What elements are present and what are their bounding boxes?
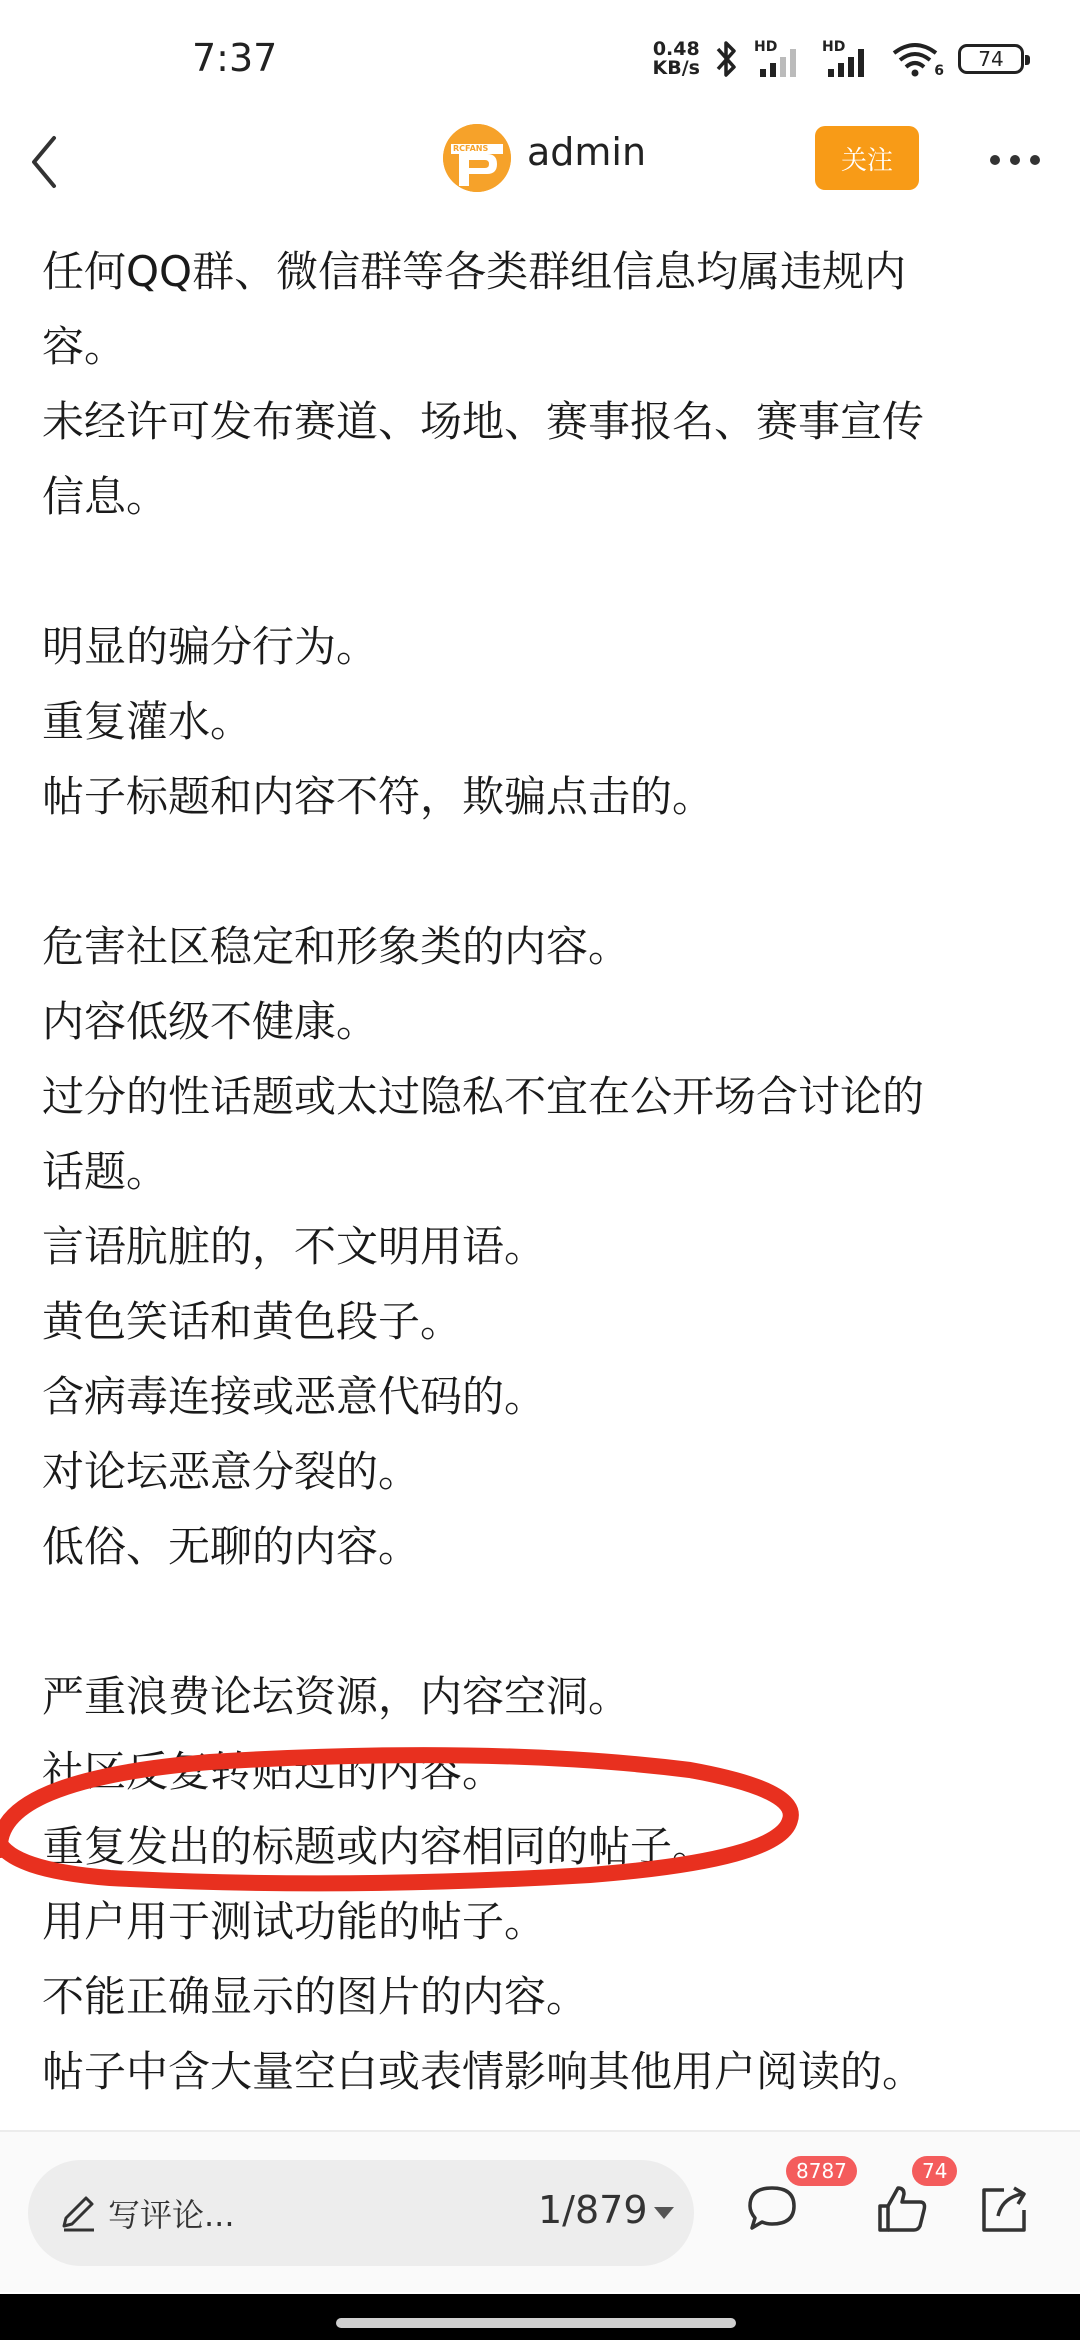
content-line: 黄色笑话和黄色段子。: [42, 1297, 463, 1346]
bluetooth-icon: [714, 39, 740, 79]
content-line: 对论坛恶意分裂的。: [42, 1447, 421, 1496]
pencil-icon: [58, 2192, 98, 2232]
post-content: [42, 234, 1052, 2109]
network-speed-unit: KB/s: [652, 57, 700, 79]
like-icon: [874, 2180, 930, 2236]
content-line: 含病毒连接或恶意代码的。: [42, 1372, 547, 1421]
back-arrow-icon[interactable]: [22, 122, 92, 202]
content-line: 未经许可发布赛道、场地、赛事报名、赛事宣传: [42, 397, 925, 446]
content-line: 重复发出的标题或内容相同的帖子。: [42, 1822, 715, 1871]
content-line: 危害社区稳定和形象类的内容。: [42, 922, 631, 971]
avatar-text: RCFANS: [453, 144, 489, 153]
signal-icon-2: [822, 39, 876, 79]
wifi-label: 6: [934, 63, 944, 79]
share-button[interactable]: [976, 2180, 1032, 2240]
author-name[interactable]: admin: [527, 130, 647, 174]
status-time: 7:37: [192, 36, 278, 80]
comment-count-badge: 8787: [786, 2156, 857, 2186]
navigation-bar-background: [0, 2294, 1080, 2340]
page-indicator[interactable]: 1/879: [538, 2188, 648, 2232]
content-line: 低俗、无聊的内容。: [42, 1522, 421, 1571]
status-bar: [0, 0, 1080, 120]
comment-input[interactable]: [28, 2160, 694, 2266]
content-line: 话题。: [42, 1147, 169, 1196]
more-dots-icon[interactable]: [985, 140, 1045, 180]
comment-button[interactable]: [744, 2180, 800, 2240]
content-line: 严重浪费论坛资源，内容空洞。: [42, 1672, 631, 1721]
home-indicator[interactable]: [336, 2318, 736, 2328]
blank-line: [42, 834, 1052, 909]
content-line: 不能正确显示的图片的内容。: [42, 1972, 589, 2021]
content-line: 言语肮脏的，不文明用语。: [42, 1222, 547, 1271]
content-line: 过分的性话题或太过隐私不宜在公开场合讨论的: [42, 1072, 925, 1121]
avatar[interactable]: [443, 124, 511, 192]
comment-icon: [744, 2180, 800, 2236]
content-line: 重复灌水。: [42, 697, 253, 746]
signal-label-2: HD: [822, 39, 846, 55]
content-line: 社区反复转贴过的内容。: [42, 1747, 505, 1796]
dropdown-triangle-icon[interactable]: [652, 2204, 676, 2222]
follow-button[interactable]: 关注: [815, 126, 919, 190]
wifi-icon: [890, 39, 944, 79]
content-line: 任何QQ群、微信群等各类群组信息均属违规内: [42, 247, 907, 296]
network-speed: [653, 40, 700, 78]
content-line: 明显的骗分行为。: [42, 622, 379, 671]
bottom-action-bar: [0, 2130, 1080, 2292]
content-line: 用户用于测试功能的帖子。: [42, 1897, 547, 1946]
like-count-badge: 74: [912, 2156, 957, 2186]
blank-line: [42, 534, 1052, 609]
content-line: 帖子中含大量空白或表情影响其他用户阅读的。: [42, 2047, 925, 2096]
signal-icon-1: [754, 39, 808, 79]
comment-placeholder: 写评论...: [108, 2196, 235, 2234]
battery-level: 74: [978, 47, 1004, 71]
share-icon: [976, 2180, 1032, 2236]
content-line: 信息。: [42, 472, 169, 521]
content-line: 容。: [42, 322, 127, 371]
battery-icon: [958, 44, 1024, 74]
network-speed-value: 0.48: [652, 38, 700, 60]
blank-line: [42, 1584, 1052, 1659]
content-line: 内容低级不健康。: [42, 997, 379, 1046]
content-line: 帖子标题和内容不符，欺骗点击的。: [42, 772, 715, 821]
post-header: [0, 110, 1080, 210]
like-button[interactable]: [874, 2180, 930, 2240]
signal-label-1: HD: [754, 39, 778, 55]
status-icons: [653, 34, 1024, 84]
